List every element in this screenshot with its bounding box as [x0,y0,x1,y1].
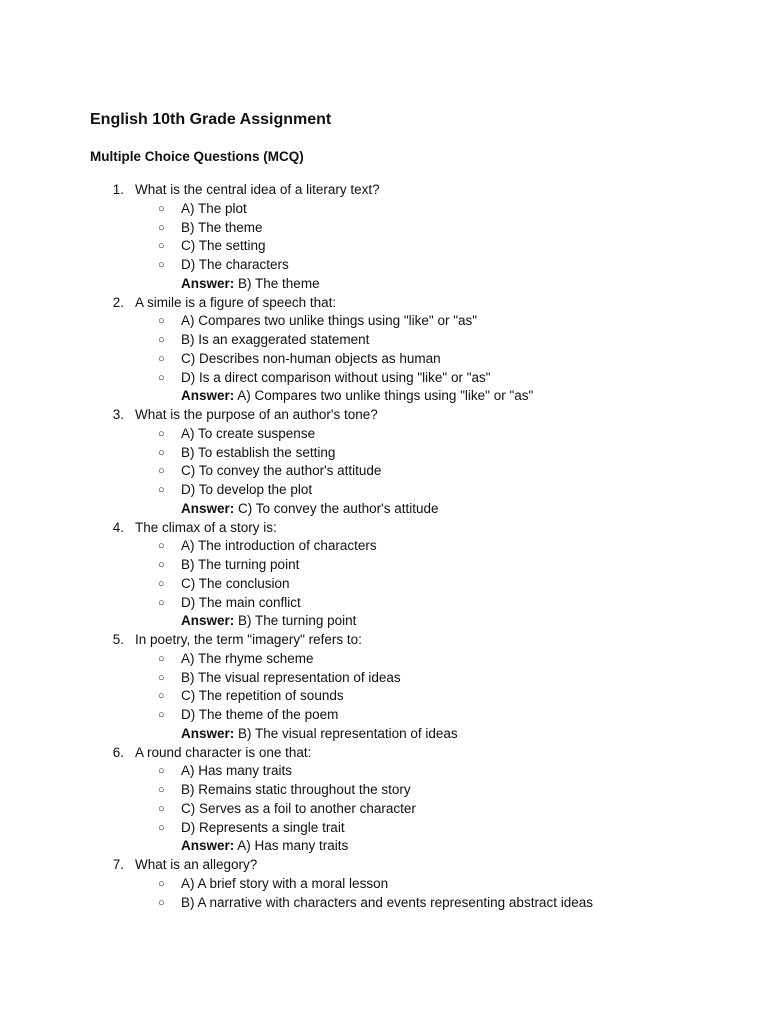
section-heading: Multiple Choice Questions (MCQ) [90,149,304,164]
hollow-circle-bullet-icon: ○ [158,540,165,553]
option-text: C) The repetition of sounds [181,688,344,704]
question-number: 7. [112,857,124,872]
option-text: D) The theme of the poem [181,707,339,722]
answer-line [181,612,356,631]
option-text: B) Is an exaggerated statement [181,332,370,347]
hollow-circle-bullet-icon: ○ [158,240,165,253]
answer-text: B) The visual representation of ideas [238,725,458,741]
option-line [0,369,768,388]
option-line [0,237,768,256]
question-number: 1. [112,182,124,197]
hollow-circle-bullet-icon: ○ [158,352,165,365]
option-text: D) Is a direct comparison without using "like" or "as" [181,369,491,385]
question-line [0,631,768,650]
answer-text: A) Has many traits [237,838,349,854]
hollow-circle-bullet-icon: ○ [158,577,165,590]
option-line [0,462,768,481]
hollow-circle-bullet-icon: ○ [158,671,165,684]
answer-line [181,275,320,294]
answer-row [0,387,768,406]
question-item [0,181,768,294]
option-text: B) To establish the setting [181,444,336,460]
hollow-circle-bullet-icon: ○ [158,802,165,815]
option-text: C) Serves as a foil to another character [181,800,416,816]
answer-line [181,837,348,856]
option-text: C) The setting [181,238,266,254]
hollow-circle-bullet-icon: ○ [158,202,165,215]
question-number: 2. [112,294,124,310]
option-text: D) Represents a single trait [181,819,345,835]
hollow-circle-bullet-icon: ○ [158,559,165,571]
option-line [0,894,768,913]
hollow-circle-bullet-icon: ○ [158,259,165,271]
option-line [0,481,768,500]
option-text: A) A brief story with a moral lesson [181,875,389,891]
answer-row [0,275,768,294]
option-text: A) To create suspense [181,425,316,441]
document-title: English 10th Grade Assignment [90,111,332,128]
answer-label: Answer: [181,725,235,741]
question-line [0,519,768,538]
question-item [0,294,768,407]
question-text: The climax of a story is: [135,519,277,535]
question-number: 4. [112,519,124,535]
option-line [0,706,768,725]
option-line [0,537,768,556]
option-text: A) The plot [181,200,247,216]
option-text: A) The rhyme scheme [181,650,314,666]
answer-row [0,612,768,631]
option-line [0,819,768,838]
option-text: B) A narrative with characters and events representing abstract ideas [181,894,593,910]
option-text: B) Remains static throughout the story [181,782,411,797]
option-line [0,312,768,331]
option-line [0,650,768,669]
question-number: 6. [112,744,124,760]
option-line [0,575,768,594]
option-text: A) Has many traits [181,763,293,779]
hollow-circle-bullet-icon: ○ [158,596,165,609]
answer-row [0,725,768,744]
answer-line [181,387,533,406]
option-line [0,875,768,894]
answer-label: Answer: [181,613,235,629]
question-item [0,856,768,912]
answer-text: C) To convey the author's attitude [238,500,439,516]
option-line [0,256,768,275]
option-line [0,444,768,463]
hollow-circle-bullet-icon: ○ [158,484,165,496]
option-line [0,762,768,781]
answer-row [0,837,768,856]
question-text: A round character is one that: [135,744,312,760]
answer-label: Answer: [181,838,235,854]
answer-label: Answer: [181,388,235,404]
option-line [0,556,768,575]
question-text: What is the purpose of an author's tone? [135,407,378,422]
option-text: B) The turning point [181,557,300,572]
answer-label: Answer: [181,500,235,516]
option-line [0,687,768,706]
hollow-circle-bullet-icon: ○ [158,821,165,834]
option-line [0,331,768,350]
hollow-circle-bullet-icon: ○ [158,690,165,703]
question-item [0,406,768,519]
hollow-circle-bullet-icon: ○ [158,446,165,459]
question-line [0,856,768,875]
question-line [0,744,768,763]
question-line [0,406,768,425]
option-text: A) Compares two unlike things using "like" or "as" [181,313,478,329]
question-item [0,519,768,632]
hollow-circle-bullet-icon: ○ [158,315,165,328]
answer-row [0,500,768,519]
question-text: In poetry, the term "imagery" refers to: [135,632,362,647]
option-text: C) To convey the author's attitude [181,463,382,479]
option-text: B) The theme [181,219,263,235]
question-text: What is an allegory? [135,857,258,872]
answer-line [181,725,458,744]
option-line [0,800,768,819]
option-text: D) To develop the plot [181,482,313,497]
question-line [0,181,768,200]
question-list [0,181,768,912]
question-item [0,744,768,857]
hollow-circle-bullet-icon: ○ [158,334,165,346]
hollow-circle-bullet-icon: ○ [158,877,165,890]
hollow-circle-bullet-icon: ○ [158,765,165,778]
question-line [0,294,768,313]
answer-text: B) The turning point [238,613,357,629]
option-text: B) The visual representation of ideas [181,669,401,685]
option-line [0,425,768,444]
question-text: A simile is a figure of speech that: [135,294,337,310]
hollow-circle-bullet-icon: ○ [158,709,165,721]
option-line [0,200,768,219]
question-number: 3. [112,407,124,422]
option-line [0,781,768,800]
hollow-circle-bullet-icon: ○ [158,221,165,234]
answer-label: Answer: [181,275,235,291]
option-text: A) The introduction of characters [181,538,377,554]
question-number: 5. [112,632,124,647]
option-text: C) Describes non-human objects as human [181,350,441,366]
option-line [0,219,768,238]
hollow-circle-bullet-icon: ○ [158,465,165,478]
hollow-circle-bullet-icon: ○ [158,652,165,665]
answer-text: A) Compares two unlike things using "like" or "as" [237,388,534,404]
option-text: C) The conclusion [181,575,290,591]
question-item [0,631,768,744]
hollow-circle-bullet-icon: ○ [158,371,165,384]
option-text: D) The characters [181,257,289,272]
hollow-circle-bullet-icon: ○ [158,427,165,440]
option-text: D) The main conflict [181,594,301,610]
option-line [0,594,768,613]
question-text: What is the central idea of a literary text? [135,182,380,197]
answer-text: B) The theme [238,275,320,291]
answer-line [181,500,438,519]
hollow-circle-bullet-icon: ○ [158,784,165,796]
option-line [0,350,768,369]
hollow-circle-bullet-icon: ○ [158,896,165,909]
option-line [0,669,768,688]
